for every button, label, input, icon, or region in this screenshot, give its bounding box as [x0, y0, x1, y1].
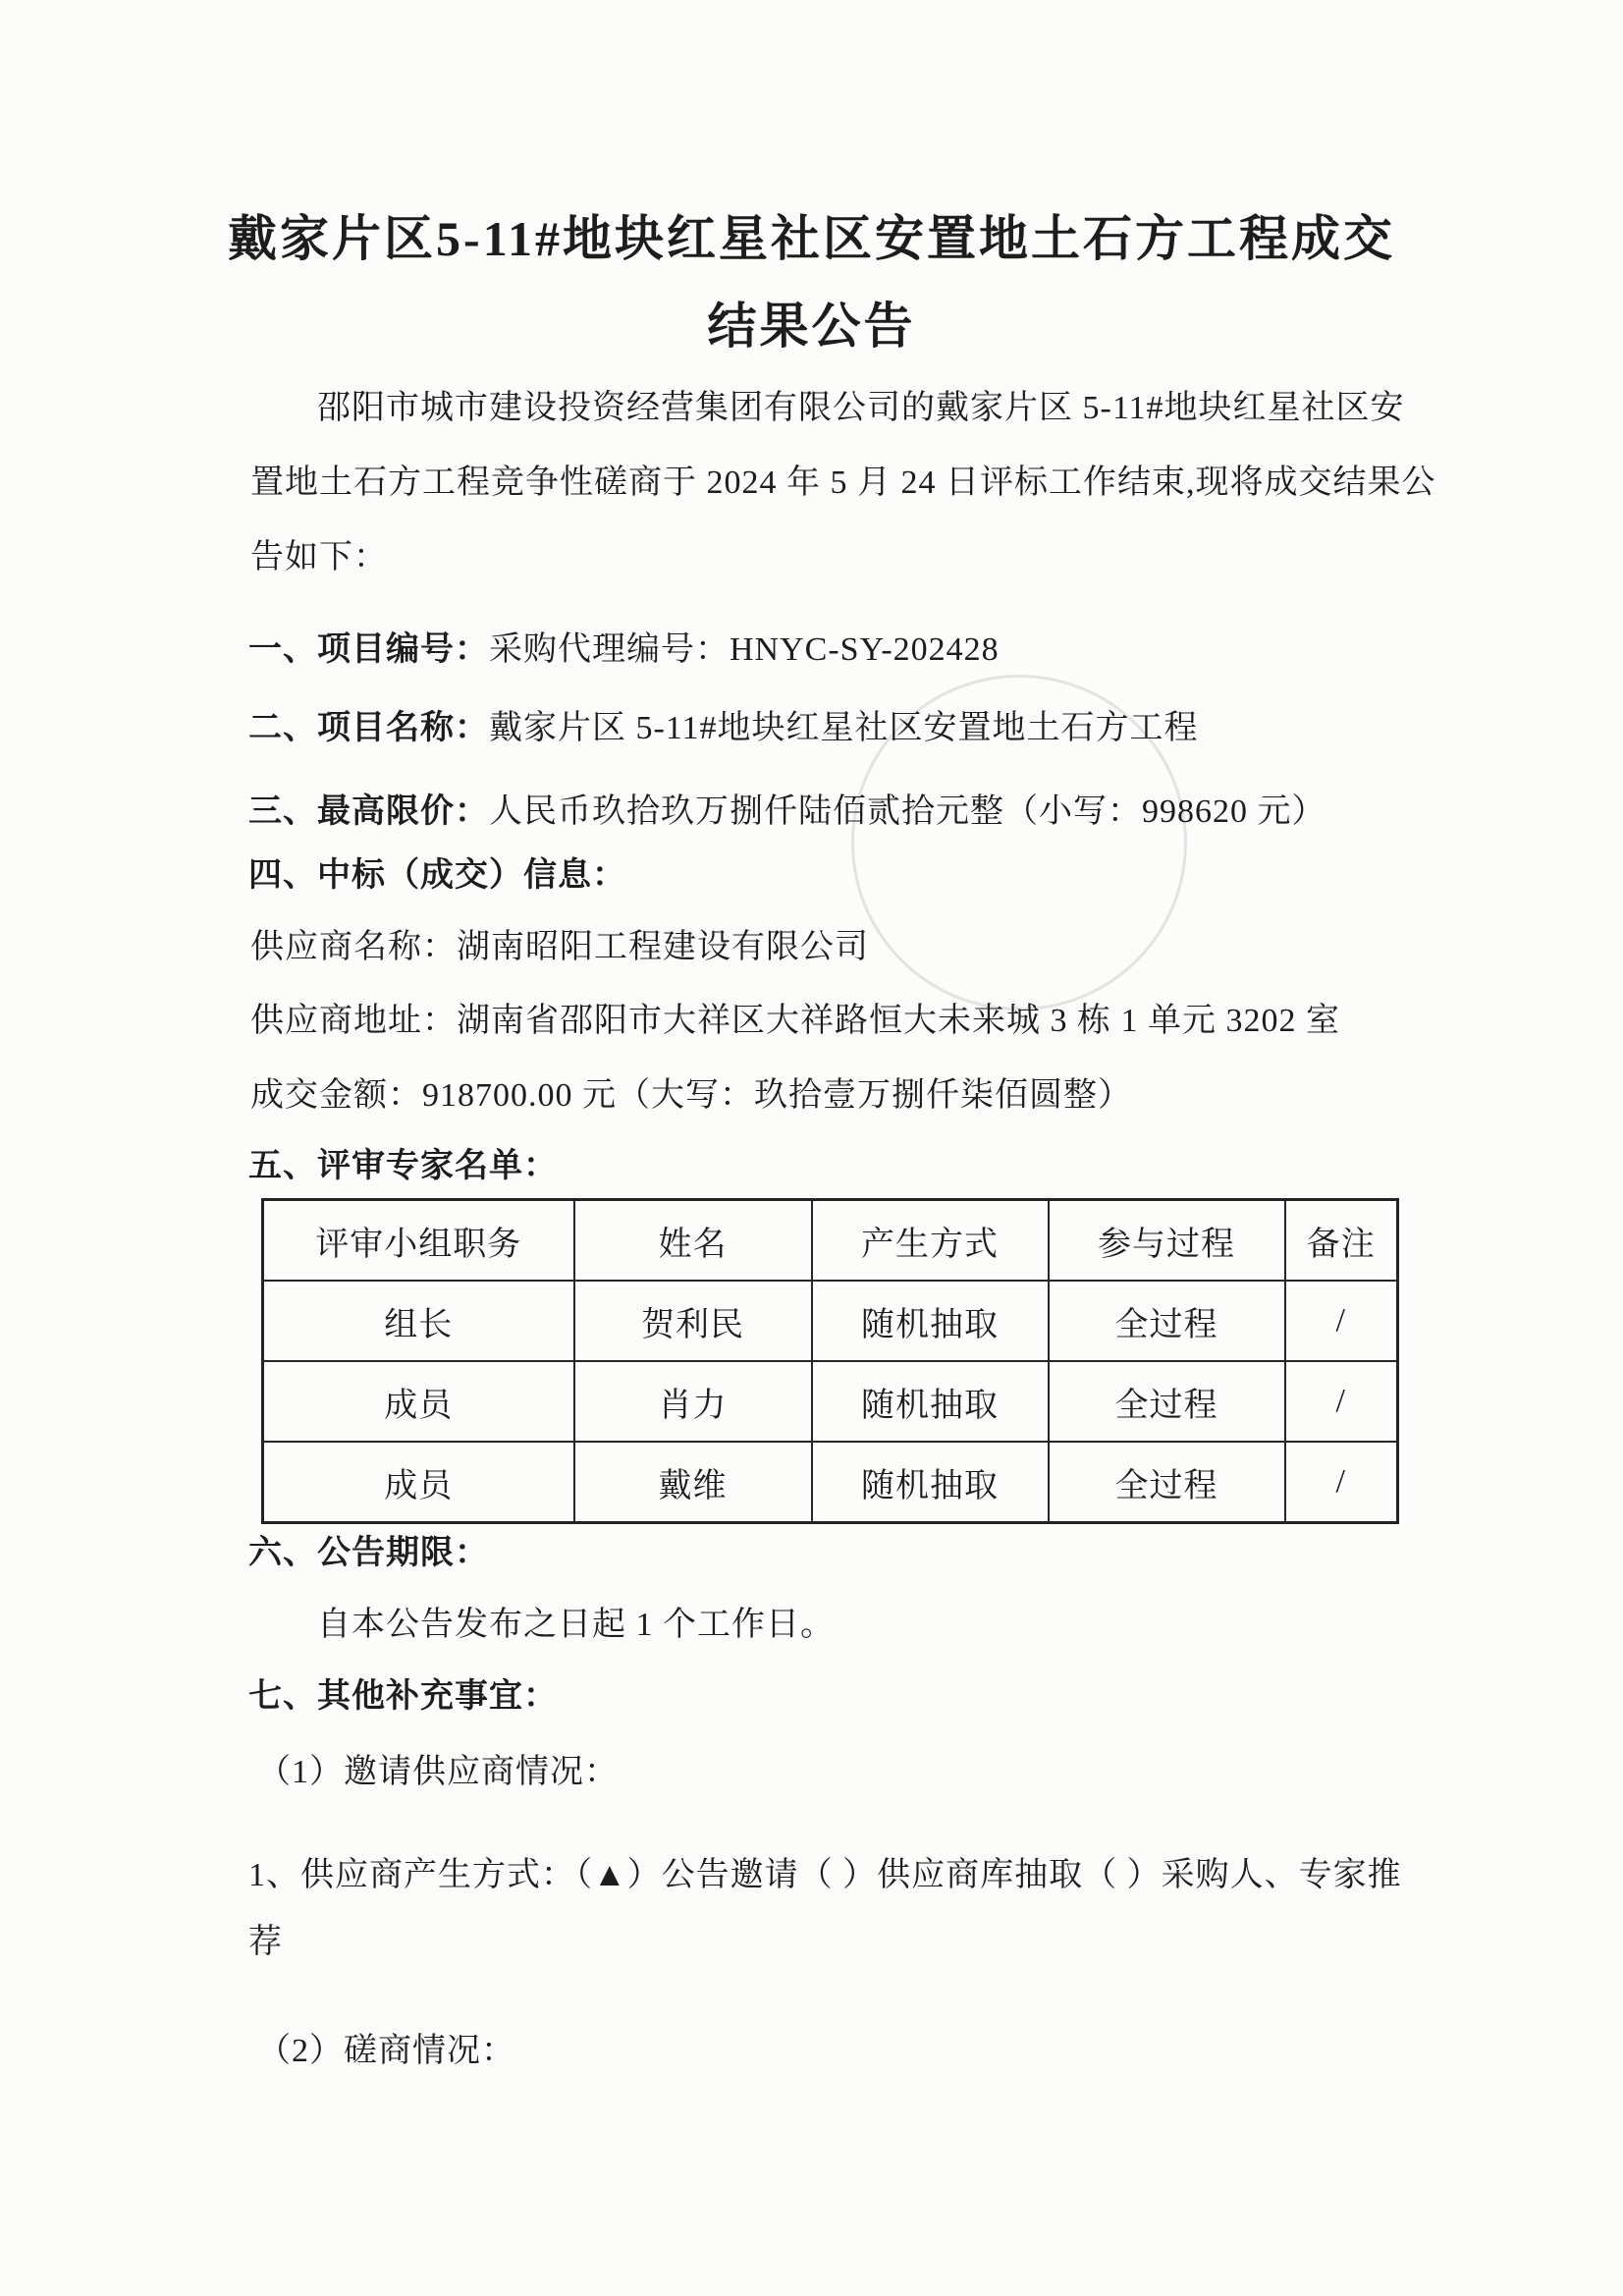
- section-project-number: [248, 629, 1000, 672]
- page-title-line-2: 结果公告: [707, 299, 916, 354]
- expert-name-cell: 贺利民: [574, 1281, 812, 1361]
- expert-method-cell: 随机抽取: [812, 1281, 1049, 1361]
- section-project-number-value: 采购代理编号：HNYC-SY-202428: [489, 631, 1000, 668]
- expert-role-cell: 成员: [263, 1361, 574, 1442]
- expert-remark-cell: /: [1285, 1442, 1398, 1523]
- expert-remark-cell: /: [1285, 1281, 1398, 1361]
- expert-table-header-participation: 参与过程: [1049, 1200, 1285, 1282]
- expert-table-header-role: 评审小组职务: [263, 1200, 574, 1282]
- expert-name-cell: 肖力: [574, 1361, 812, 1442]
- notice-period-value: 自本公告发布之日起 1 个工作日。: [317, 1607, 835, 1643]
- expert-method-cell: 随机抽取: [812, 1361, 1049, 1442]
- expert-method-cell: 随机抽取: [812, 1442, 1049, 1523]
- expert-participation-cell: 全过程: [1049, 1442, 1285, 1523]
- section-max-price-value: 人民币玖拾玖万捌仟陆佰贰拾元整（小写：998620 元）: [489, 793, 1326, 830]
- deal-amount-line: 成交金额：918700.00 元（大写：玖拾壹万捌仟柒佰圆整）: [250, 1077, 1132, 1114]
- expert-table-header-method: 产生方式: [812, 1200, 1049, 1282]
- page-title-line-1: 戴家片区5-11#地块红星社区安置地土石方工程成交: [228, 211, 1395, 266]
- supplier-address-line: 供应商地址：湖南省邵阳市大祥区大祥路恒大未来城 3 栋 1 单元 3202 室: [250, 1003, 1340, 1039]
- supplier-selection-method-line-2: 荐: [248, 1924, 283, 1960]
- section-project-name-value: 戴家片区 5-11#地块红星社区安置地土石方工程: [489, 710, 1199, 746]
- expert-table-row-1: [263, 1281, 1398, 1361]
- negotiation-status-subheading: （2）磋商情况：: [257, 2033, 515, 2069]
- supplier-selection-method-line-1: 1、供应商产生方式：（▲）公告邀请（ ）供应商库抽取（ ）采购人、专家推: [248, 1857, 1402, 1893]
- section-max-price: [248, 792, 1326, 834]
- expert-name-cell: 戴维: [574, 1442, 812, 1523]
- expert-table-header-name: 姓名: [574, 1200, 812, 1282]
- expert-table-row-3: [263, 1442, 1398, 1523]
- expert-review-table: [261, 1198, 1399, 1524]
- section-expert-list-label: 五、评审专家名单：: [248, 1148, 558, 1184]
- invited-suppliers-subheading: （1）邀请供应商情况：: [257, 1754, 619, 1790]
- expert-table-header-remark: 备注: [1285, 1200, 1398, 1282]
- section-project-name: [248, 708, 1199, 750]
- expert-table-row-2: [263, 1361, 1398, 1442]
- section-max-price-label: 三、最高限价：: [248, 793, 489, 830]
- section-project-number-label: 一、项目编号：: [248, 631, 489, 668]
- section-award-info-label: 四、中标（成交）信息：: [248, 857, 626, 894]
- supplier-name-line: 供应商名称：湖南昭阳工程建设有限公司: [250, 929, 869, 965]
- intro-paragraph-line-2: 置地土石方工程竞争性磋商于 2024 年 5 月 24 日评标工作结束,现将成交结果公: [250, 465, 1436, 501]
- intro-paragraph-line-1: 邵阳市城市建设投资经营集团有限公司的戴家片区 5-11#地块红星社区安: [317, 390, 1405, 426]
- expert-participation-cell: 全过程: [1049, 1361, 1285, 1442]
- expert-remark-cell: /: [1285, 1361, 1398, 1442]
- expert-table-header-row: [263, 1200, 1398, 1282]
- expert-participation-cell: 全过程: [1049, 1281, 1285, 1361]
- section-notice-period-label: 六、公告期限：: [248, 1535, 489, 1571]
- section-other-matters-label: 七、其他补充事宜：: [248, 1678, 558, 1715]
- expert-role-cell: 组长: [263, 1281, 574, 1361]
- expert-role-cell: 成员: [263, 1442, 574, 1523]
- section-project-name-label: 二、项目名称：: [248, 710, 489, 746]
- intro-paragraph-line-3: 告如下：: [250, 539, 388, 575]
